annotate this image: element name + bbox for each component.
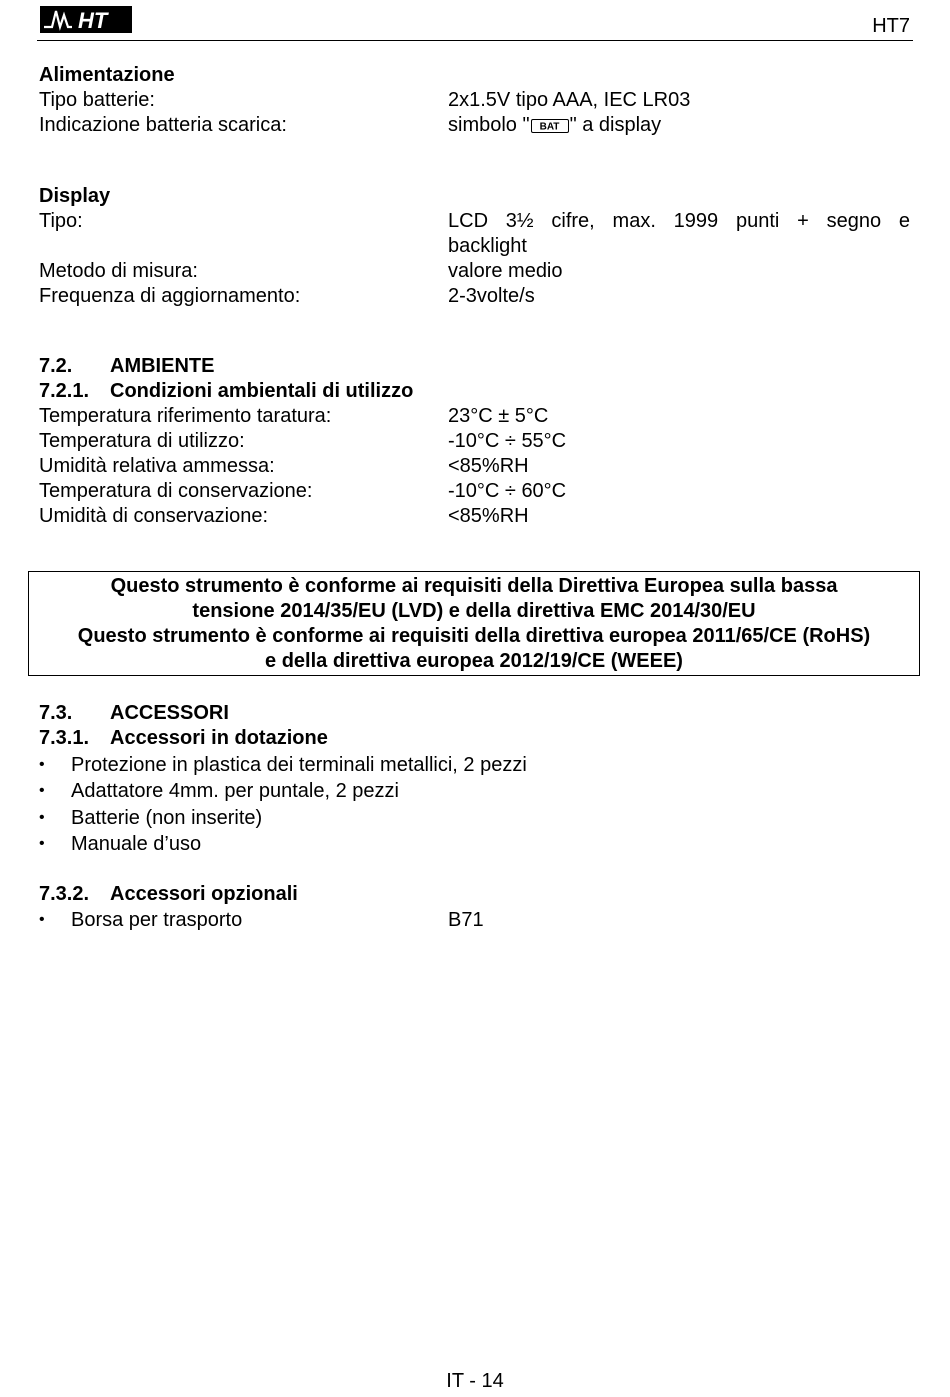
power-label: Indicazione batteria scarica: xyxy=(39,114,287,136)
section-title: ACCESSORI xyxy=(110,702,229,724)
subsection-title: Accessori opzionali xyxy=(110,883,298,905)
battery-icon xyxy=(531,119,569,133)
env-value: -10°C ÷ 60°C xyxy=(448,480,567,502)
env-value: 23°C ± 5°C xyxy=(448,405,549,427)
bullet-icon: • xyxy=(39,809,45,826)
display-value: 2-3volte/s xyxy=(448,285,535,307)
item-code: B71 xyxy=(448,909,484,931)
display-value: valore medio xyxy=(448,260,563,282)
subsection-title: Condizioni ambientali di utilizzo xyxy=(110,380,414,402)
display-label: Tipo: xyxy=(39,210,83,232)
page-number: IT - 14 xyxy=(446,1370,504,1392)
subsection-title: Accessori in dotazione xyxy=(110,727,328,749)
display-title: Display xyxy=(39,185,111,207)
env-value: -10°C ÷ 55°C xyxy=(448,430,567,452)
subsection-number: 7.3.2. xyxy=(39,883,90,905)
bullet-icon: • xyxy=(39,756,45,773)
display-value: LCD 3½ cifre, max. 1999 punti + segno e xyxy=(448,210,910,232)
brand-text: HT xyxy=(78,8,108,33)
list-item: Borsa per trasporto xyxy=(71,909,243,931)
bullet-icon: • xyxy=(39,911,45,928)
env-label: Temperatura di conservazione: xyxy=(39,480,313,502)
env-value: <85%RH xyxy=(448,455,529,477)
env-label: Temperatura di utilizzo: xyxy=(39,430,245,452)
section-number: 7.2. xyxy=(39,355,73,377)
list-item: Manuale d’uso xyxy=(71,833,202,855)
header-divider xyxy=(37,40,913,41)
power-title: Alimentazione xyxy=(39,64,175,86)
power-value: 2x1.5V tipo AAA, IEC LR03 xyxy=(448,89,691,111)
value-suffix: " a display xyxy=(569,114,662,136)
env-label: Temperatura riferimento taratura: xyxy=(39,405,332,427)
battery-icon-text: BAT xyxy=(539,121,559,131)
bullet-icon: • xyxy=(39,835,45,852)
bullet-icon: • xyxy=(39,782,45,799)
list-item: Batterie (non inserite) xyxy=(71,807,263,829)
power-label: Tipo batterie: xyxy=(39,89,155,111)
value-prefix: simbolo " xyxy=(448,114,530,136)
section-title: AMBIENTE xyxy=(110,355,215,377)
compliance-box xyxy=(28,571,920,676)
compliance-line: Questo strumento è conforme ai requisiti della Direttiva Europea sulla bassa xyxy=(110,575,838,597)
display-label: Frequenza di aggiornamento: xyxy=(39,285,301,307)
display-label: Metodo di misura: xyxy=(39,260,198,282)
subsection-number: 7.3.1. xyxy=(39,727,90,749)
compliance-line: e della direttiva europea 2012/19/CE (WEEE) xyxy=(265,650,683,672)
env-label: Umidità relativa ammessa: xyxy=(39,455,275,477)
list-item: Protezione in plastica dei terminali metallici, 2 pezzi xyxy=(71,754,527,776)
ht-logo xyxy=(40,3,132,35)
compliance-line: tensione 2014/35/EU (LVD) e della direttiva EMC 2014/30/EU xyxy=(192,600,756,622)
subsection-number: 7.2.1. xyxy=(39,380,90,402)
env-value: <85%RH xyxy=(448,505,529,527)
section-number: 7.3. xyxy=(39,702,73,724)
model-label: HT7 xyxy=(872,15,910,37)
list-item: Adattatore 4mm. per puntale, 2 pezzi xyxy=(71,780,399,802)
power-value xyxy=(448,114,661,137)
env-label: Umidità di conservazione: xyxy=(39,505,268,527)
compliance-line: Questo strumento è conforme ai requisiti della direttiva europea 2011/65/CE (RoHS) xyxy=(77,625,871,647)
display-value-cont: backlight xyxy=(448,235,527,257)
